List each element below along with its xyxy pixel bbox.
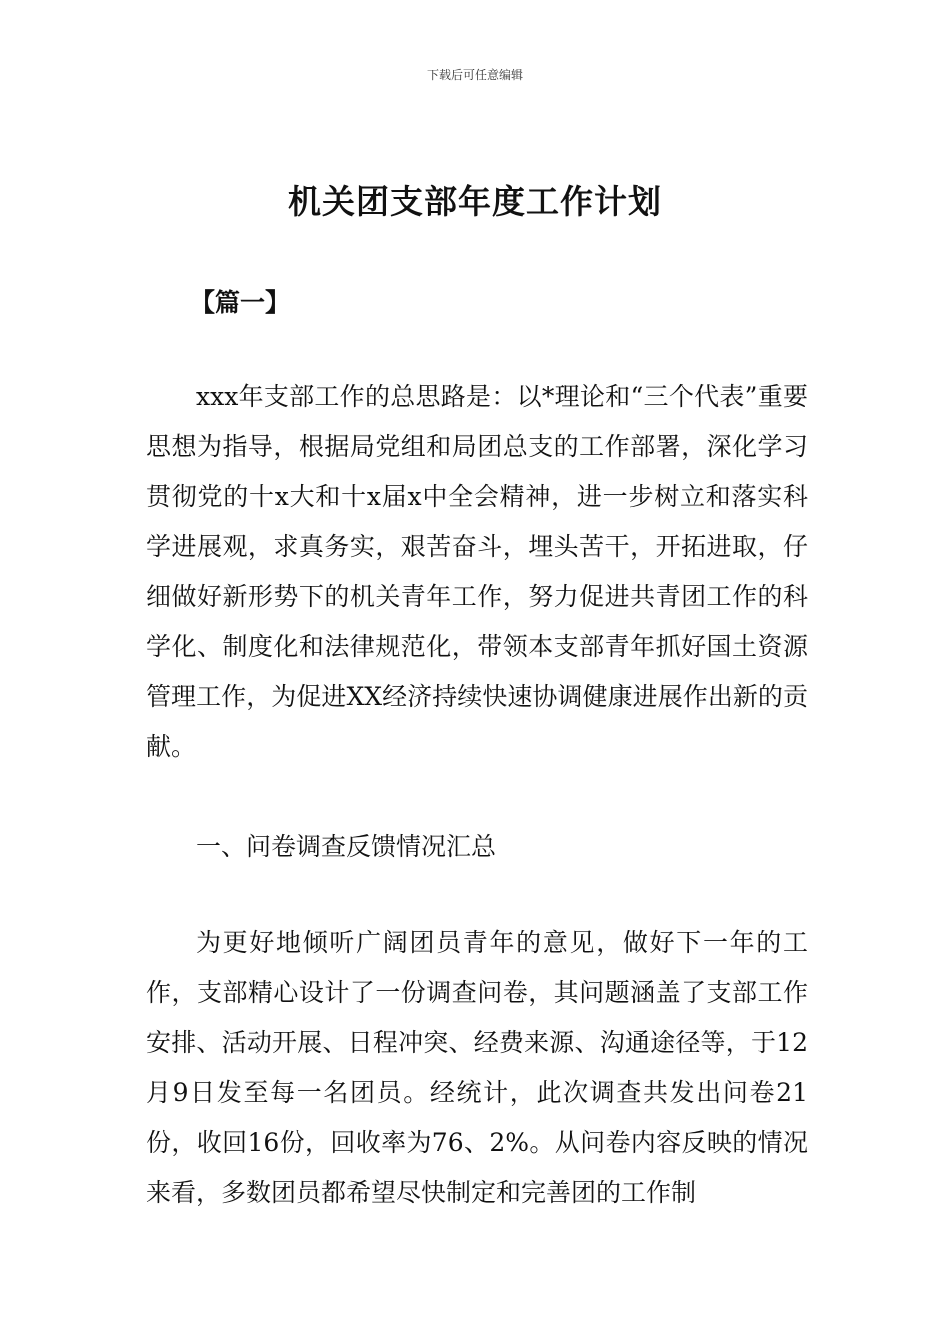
body-paragraph-2: 为更好地倾听广阔团员青年的意见，做好下一年的工作，支部精心设计了一份调查问卷，其问题涵盖了支部工作安排、活动开展、日程冲突、经费来源、沟通途径等，于12月9日发至每一名团员。经统计，此次调查共发出问卷21份，收回16份，回收率为76、2%。从问卷内容反映的情况来看，多数团员都希望尽快制定和完善团的工作制: [146, 928, 808, 1207]
section-heading-1: 一、问卷调查反馈情况汇总: [196, 832, 497, 861]
header-note: 下载后可任意编辑: [426, 68, 523, 82]
body-paragraph-1: xxx年支部工作的总思路是：以*理论和“三个代表”重要思想为指导，根据局党组和局团总支的工作部署，深化学习贯彻党的十x大和十x届x中全会精神，进一步树立和落实科学进展观，求真务实，艰苦奋斗，埋头苦干，开拓进取，仔细做好新形势下的机关青年工作，努力促进共青团工作的科学化、制度化和法律规范化，带领本支部青年抓好国土资源管理工作，为促进XX经济持续快速协调健康进展作出新的贡献。: [146, 382, 808, 761]
document-title: 机关团支部年度工作计划: [288, 182, 662, 221]
section-label: 【篇一】: [190, 288, 291, 317]
